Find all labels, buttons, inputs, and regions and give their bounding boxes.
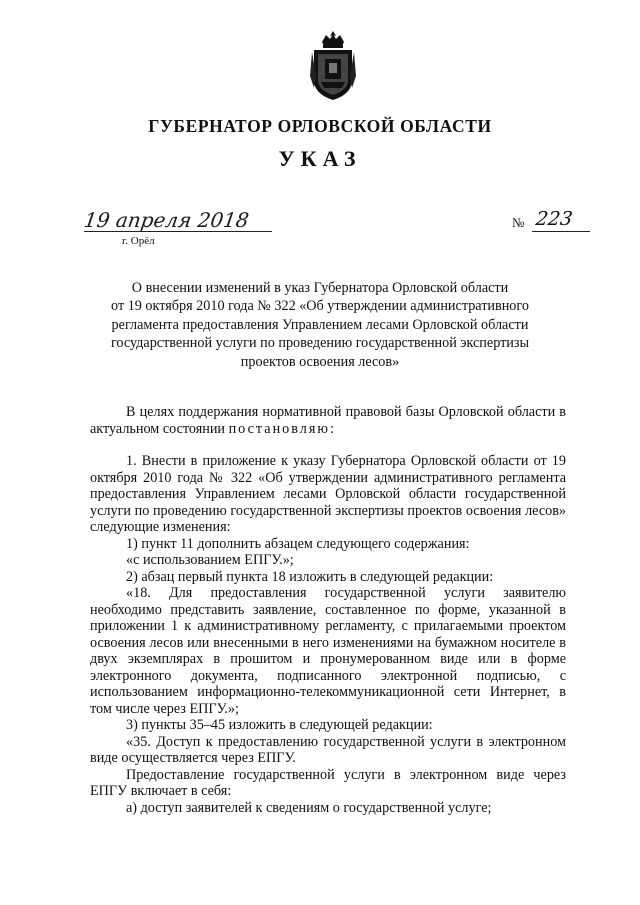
- coat-of-arms-emblem: [308, 30, 358, 102]
- paragraph-epgu: Предоставление государственной услуги в электронном виде через ЕПГУ включает в себя:: [90, 766, 566, 799]
- authority-title: ГУБЕРНАТОР ОРЛОВСКОЙ ОБЛАСТИ: [148, 116, 492, 136]
- decree-subject: [110, 279, 530, 371]
- handwritten-date: 19 апреля 2018: [82, 208, 251, 232]
- decree-keyword: постановляю:: [228, 420, 336, 437]
- paragraph-quote-18: «18. Для предоставления государственной услуги заявителю необходимо представить заявление, составленное по форме, указанной в приложении 1 к административному регламенту, с прилагаемыми проектом освоения лесов или внесенными в него изменениями на бумажном носителе в двух экземплярах в прошитом и пронумерованном виде или в форме электронного документа, подписанного электронной подписью, с использованием информационно-телекоммуникационной сети Интернет, в том числе через ЕПГУ.»;: [90, 585, 566, 717]
- subject-line: от 19 октября 2010 года № 322 «Об утверждении административного: [111, 298, 529, 315]
- number-label: №: [512, 215, 525, 230]
- date-underline: [84, 231, 272, 232]
- handwritten-number: 223: [534, 208, 574, 230]
- paragraph-subitem-1: 1) пункт 11 дополнить абзацем следующего содержания:: [126, 535, 470, 552]
- subject-line: проектов освоения лесов»: [240, 353, 400, 370]
- paragraph-item-a: а) доступ заявителей к сведениям о государственной услуге;: [126, 799, 492, 816]
- document-type-title: УКАЗ: [278, 146, 362, 171]
- paragraph-subitem-3: 3) пункты 35–45 изложить в следующей редакции:: [126, 717, 433, 733]
- subject-line: О внесении изменений в указ Губернатора Орловской области: [131, 280, 509, 296]
- decree-body: [90, 404, 566, 816]
- paragraph-subitem-2: 2) абзац первый пункта 18 изложить в следующей редакции:: [126, 568, 494, 585]
- paragraph-item-1: 1. Внести в приложение к указу Губернатора Орловской области от 19 октября 2010 года № 322 «Об утверждении административного регламента предоставления Управлением лесами Орловской области государственной услуги по проведению государственной экспертизы проектов освоения лесов» следующие изменения:: [90, 453, 566, 535]
- subject-line: государственной услуги по проведению государственной экспертизы: [110, 335, 530, 352]
- number-underline: [532, 231, 590, 232]
- preamble-paragraph: [90, 404, 566, 437]
- paragraph-quote-1: «с использованием ЕПГУ.»;: [126, 552, 294, 568]
- city-label: г. Орёл: [122, 235, 155, 247]
- paragraph-quote-35: «35. Доступ к предоставлению государственной услуги в электронном виде осуществляется через ЕПГУ.: [90, 733, 566, 766]
- preamble-text: В целях поддержания нормативной правовой базы Орловской области в актуальном состоянии: [90, 404, 566, 437]
- subject-line: регламента предоставления Управлением лесами Орловской области: [111, 316, 529, 333]
